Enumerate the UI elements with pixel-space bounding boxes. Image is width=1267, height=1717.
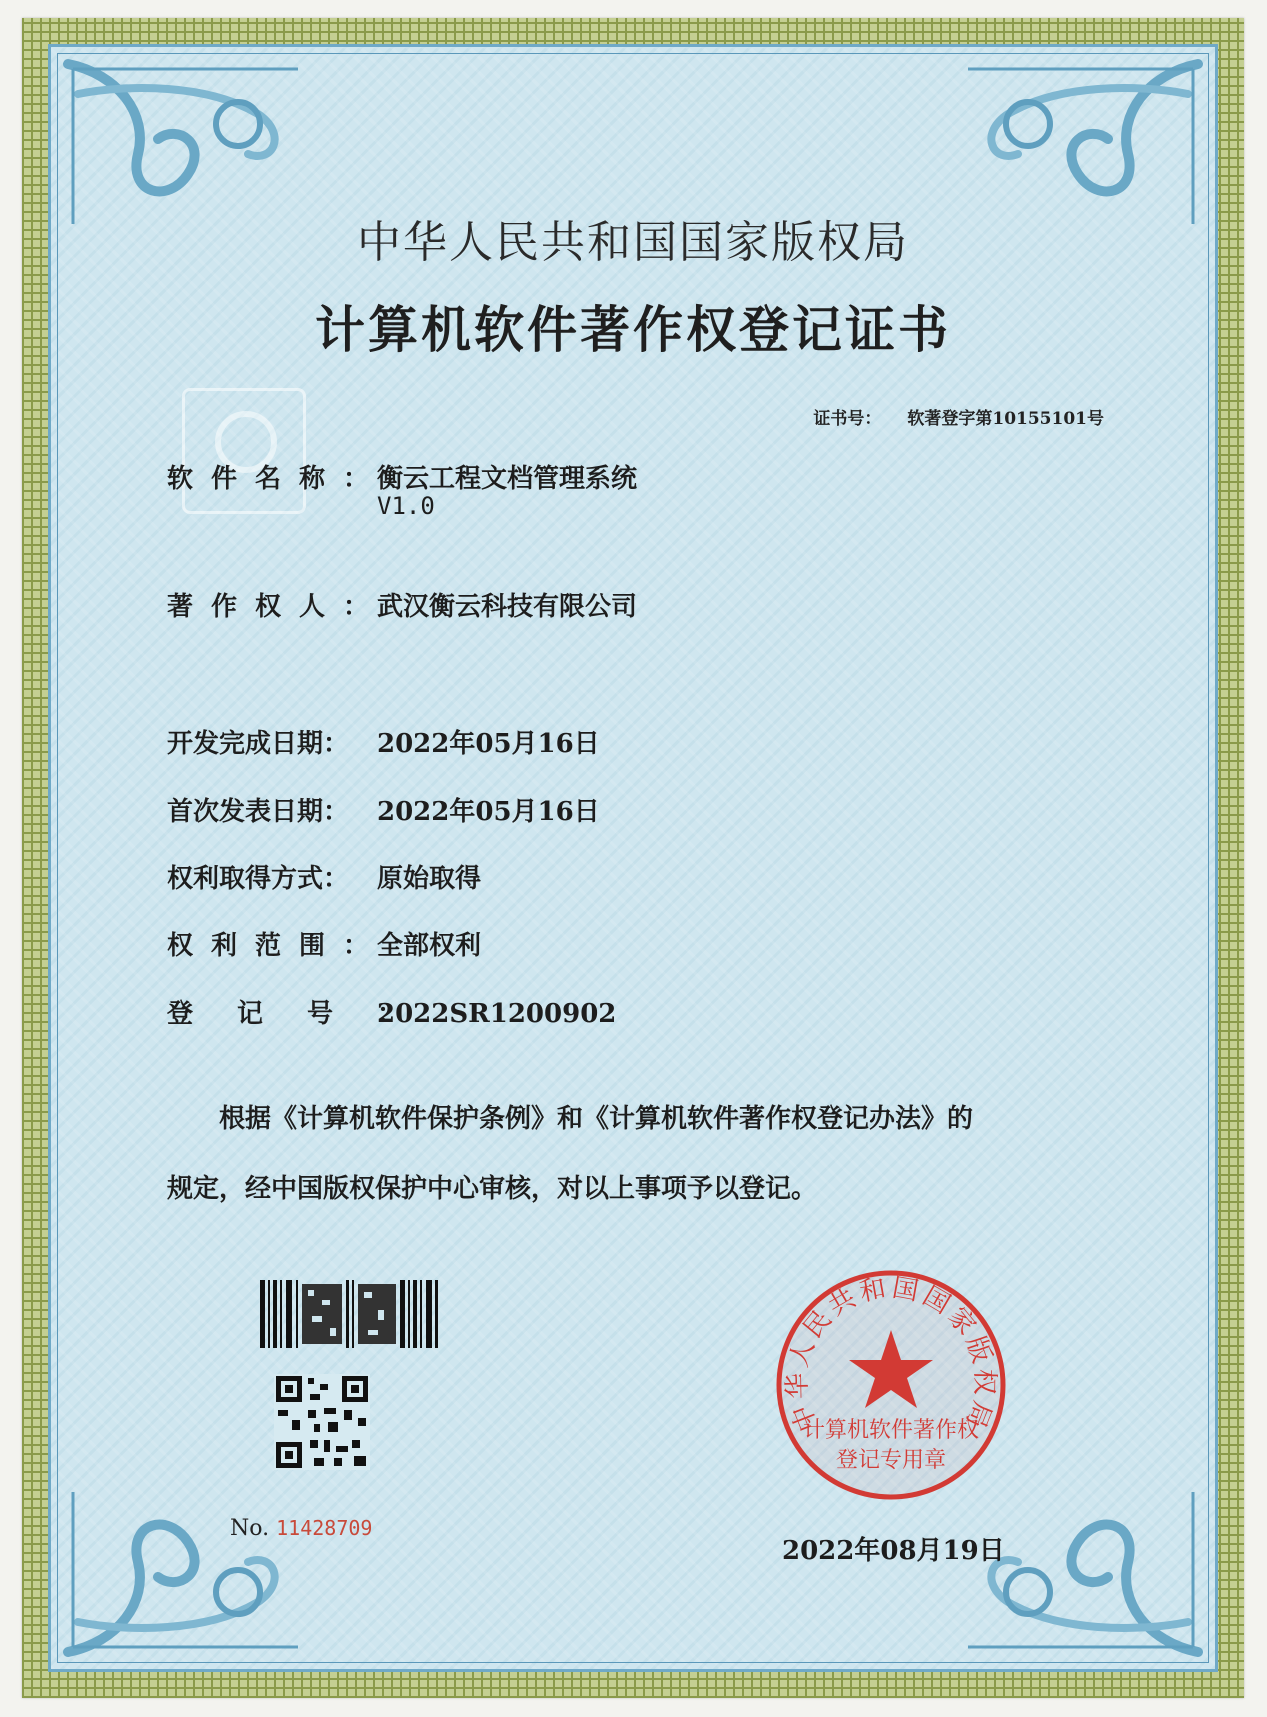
field-value: 2022SR1200902	[377, 999, 617, 1029]
field-label: 权利范围：	[167, 931, 388, 961]
certificate-number-label: 证书号：	[813, 409, 882, 429]
field-label: 开发完成日期：	[167, 729, 350, 759]
field-copyright-owner	[167, 586, 637, 623]
certificate-page	[22, 18, 1244, 1698]
serial-value: 11428709	[276, 1516, 373, 1540]
field-value: 原始取得	[377, 864, 482, 894]
issue-date: 2022年08月19日	[782, 1536, 1005, 1566]
certificate-number-value: 软著登字第10155101号	[907, 409, 1104, 429]
seal-center-line-2: 登记专用章	[835, 1448, 946, 1473]
field-label: 著作权人：	[167, 592, 388, 622]
field-value: 衡云工程文档管理系统	[377, 464, 638, 494]
field-value: 武汉衡云科技有限公司	[377, 592, 638, 622]
field-first-publish-date	[167, 791, 600, 828]
issuer-title: 中华人民共和国国家版权局	[357, 217, 909, 268]
statement-line-2: 规定，经中国版权保护中心审核，对以上事项予以登记。	[167, 1174, 818, 1204]
field-value: 2022年05月16日	[377, 797, 600, 827]
field-value-version: V1.0	[377, 492, 435, 520]
field-label: 首次发表日期：	[167, 797, 350, 827]
certificate-number	[813, 404, 1104, 429]
field-software-version	[167, 492, 435, 520]
serial-prefix: No.	[230, 1516, 270, 1541]
corner-ornament-icon	[958, 1482, 1208, 1662]
certificate-title: 计算机软件著作权登记证书	[315, 300, 951, 359]
qr-code-icon	[274, 1374, 370, 1470]
field-value: 全部权利	[377, 931, 482, 961]
barcode-icon	[260, 1280, 440, 1348]
field-label: 权利取得方式：	[167, 864, 350, 894]
field-registration-number	[167, 993, 616, 1030]
corner-ornament-icon	[58, 1482, 308, 1662]
field-software-name	[167, 458, 637, 495]
field-acquisition-method	[167, 858, 481, 895]
seal-ring-text: 中华人民共和国国家版权局	[782, 1273, 1000, 1436]
field-value: 2022年05月16日	[377, 729, 600, 759]
field-label: 软件名称：	[167, 464, 388, 494]
seal-center-line-1: 计算机软件著作权	[802, 1418, 979, 1443]
field-rights-scope	[167, 925, 481, 962]
serial-number	[230, 1516, 372, 1541]
field-label: 登记号：	[167, 999, 448, 1029]
statement-line-1: 根据《计算机软件保护条例》和《计算机软件著作权登记办法》的	[219, 1104, 974, 1134]
field-dev-complete-date	[167, 723, 600, 760]
